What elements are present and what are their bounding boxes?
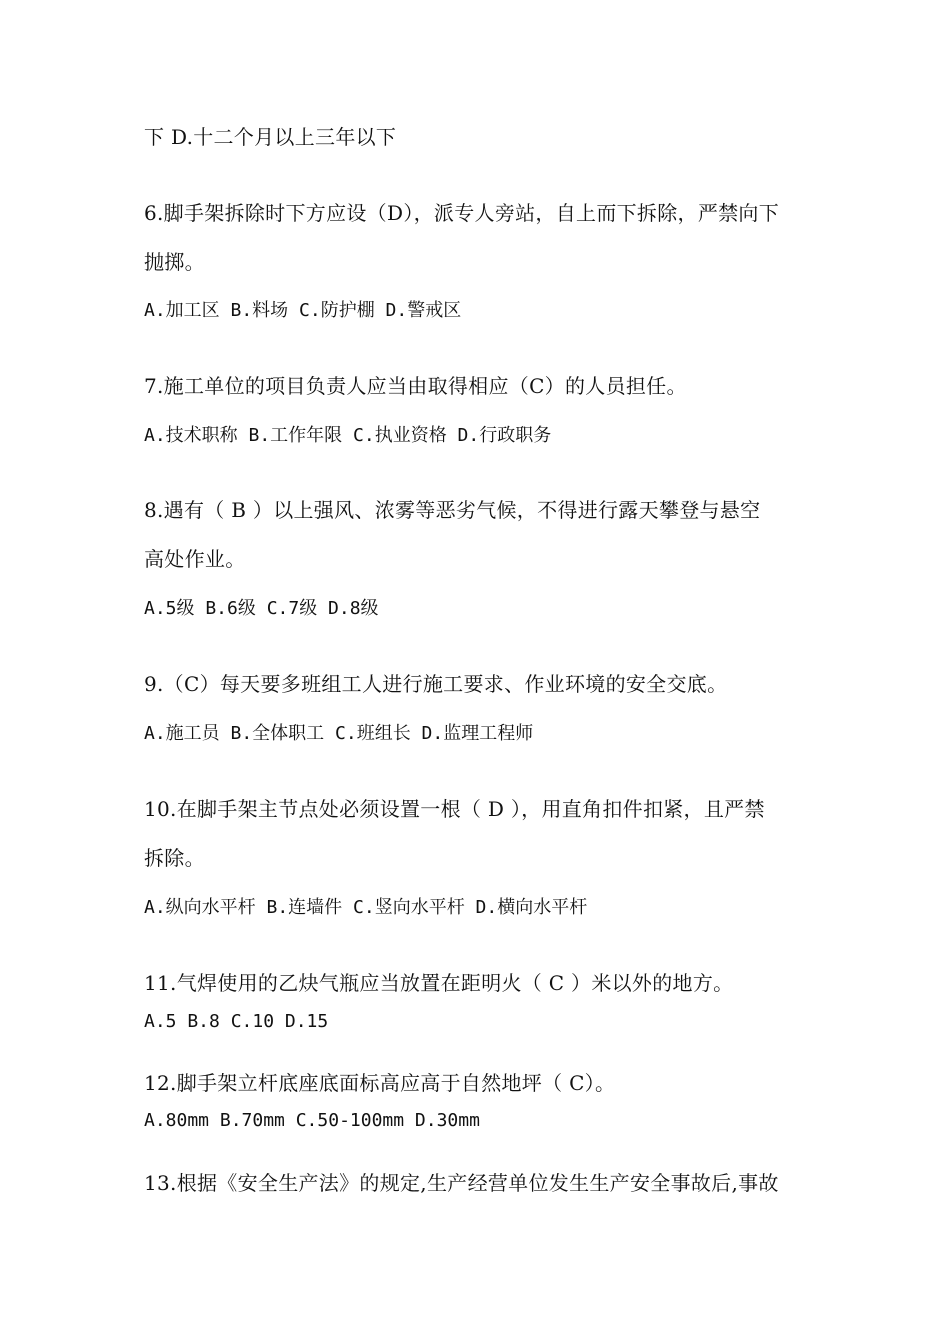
question-12: 12.脚手架立杆底座底面标高应高于自然地坪（ C）。 [144, 1071, 616, 1095]
question-13: 13.根据《安全生产法》的规定,生产经营单位发生生产安全事故后,事故 [144, 1171, 779, 1195]
question-9: 9.（C）每天要多班组工人进行施工要求、作业环境的安全交底。 [144, 672, 728, 696]
question-8-continuation: 高处作业。 [144, 547, 246, 571]
question-11: 11.气焊使用的乙炔气瓶应当放置在距明火（ C ）米以外的地方。 [144, 971, 734, 995]
question-10-options: A.纵向水平杆 B.连墙件 C.竖向水平杆 D.横向水平杆 [144, 897, 588, 918]
question-8: 8.遇有（ B ）以上强风、浓雾等恶劣气候，不得进行露天攀登与悬空 [144, 498, 761, 522]
question-9-options: A.施工员 B.全体职工 C.班组长 D.监理工程师 [144, 723, 534, 744]
question-6-continuation: 抛掷。 [144, 250, 205, 274]
question-7: 7.施工单位的项目负责人应当由取得相应（C）的人员担任。 [144, 374, 687, 398]
question-6: 6.脚手架拆除时下方应设（D），派专人旁站，自上而下拆除，严禁向下 [144, 201, 780, 225]
question-7-options: A.技术职称 B.工作年限 C.执业资格 D.行政职务 [144, 425, 552, 446]
question-8-options: A.5级 B.6级 C.7级 D.8级 [144, 598, 379, 619]
question-10: 10.在脚手架主节点处必须设置一根（ D ），用直角扣件扣紧，且严禁 [144, 797, 765, 821]
question-11-options: A.5 B.8 C.10 D.15 [144, 1011, 329, 1032]
text-line-continuation: 下 D.十二个月以上三年以下 [144, 125, 397, 149]
question-12-options: A.80mm B.70mm C.50-100mm D.30mm [144, 1110, 480, 1131]
question-10-continuation: 拆除。 [144, 846, 205, 870]
question-6-options: A.加工区 B.料场 C.防护棚 D.警戒区 [144, 300, 462, 321]
